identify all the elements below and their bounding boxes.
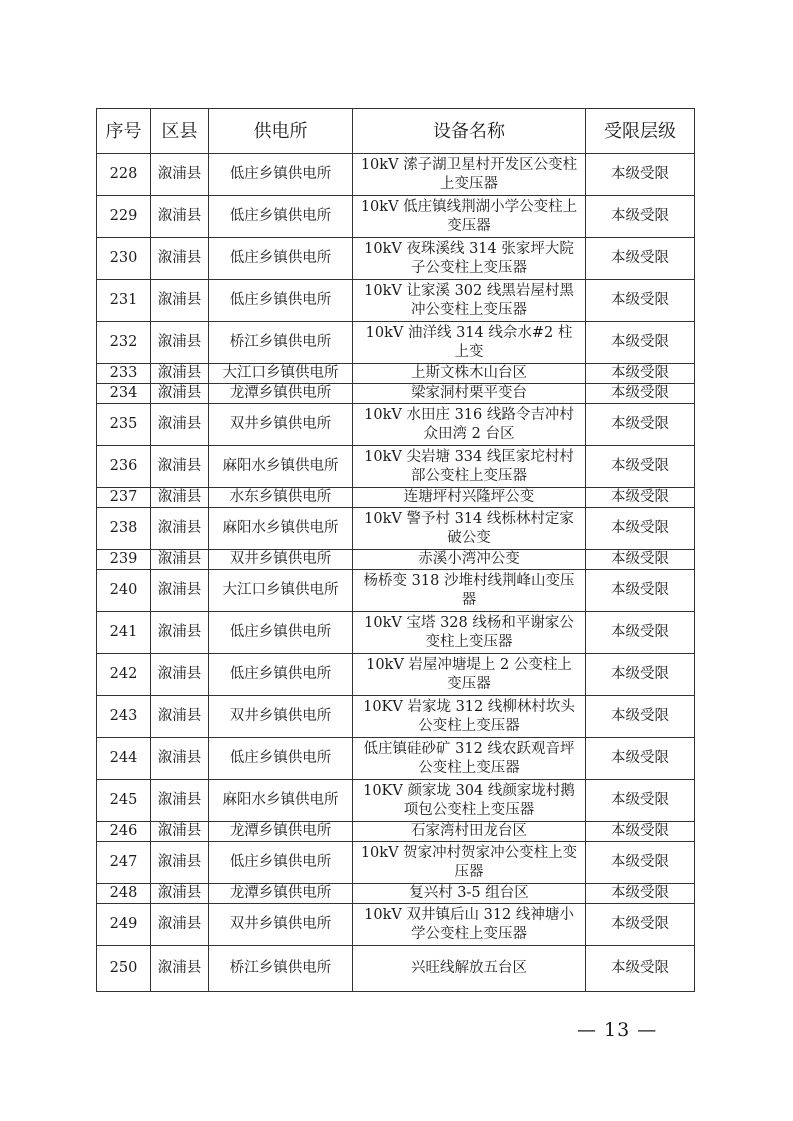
cell-no: 236 <box>97 446 151 488</box>
cell-station: 水东乡镇供电所 <box>209 488 353 508</box>
cell-county: 溆浦县 <box>151 884 209 904</box>
cell-station: 低庄乡镇供电所 <box>209 842 353 884</box>
cell-station: 低庄乡镇供电所 <box>209 654 353 696</box>
cell-restriction-level: 本级受限 <box>586 322 695 364</box>
cell-device-name: 10kV 夜珠溪线 314 张家坪大院子公变柱上变压器 <box>353 238 586 280</box>
header-county: 区县 <box>151 109 209 154</box>
cell-device-name: 10kV 尖岩塘 334 线匡家坨村村部公变柱上变压器 <box>353 446 586 488</box>
cell-device-name: 梁家洞村栗平变台 <box>353 384 586 404</box>
device-table-container <box>96 108 694 992</box>
cell-county: 溆浦县 <box>151 946 209 992</box>
cell-station: 麻阳水乡镇供电所 <box>209 508 353 550</box>
cell-station: 桥江乡镇供电所 <box>209 946 353 992</box>
cell-station: 低庄乡镇供电所 <box>209 612 353 654</box>
table-row <box>97 822 695 842</box>
cell-device-name: 连塘坪村兴隆坪公变 <box>353 488 586 508</box>
cell-county: 溆浦县 <box>151 822 209 842</box>
cell-no: 244 <box>97 738 151 780</box>
cell-device-name: 低庄镇硅砂矿 312 线农跃观音坪公变柱上变压器 <box>353 738 586 780</box>
cell-device-name: 10KV 颜家垅 304 线颜家垅村鹅项包公变柱上变压器 <box>353 780 586 822</box>
table-row <box>97 508 695 550</box>
cell-no: 245 <box>97 780 151 822</box>
cell-device-name: 10kV 让家溪 302 线黑岩屋村黑冲公变柱上变压器 <box>353 280 586 322</box>
cell-county: 溆浦县 <box>151 404 209 446</box>
cell-device-name: 10kV 贺家冲村贺家冲公变柱上变压器 <box>353 842 586 884</box>
cell-county: 溆浦县 <box>151 508 209 550</box>
cell-county: 溆浦县 <box>151 196 209 238</box>
cell-no: 239 <box>97 550 151 570</box>
cell-restriction-level: 本级受限 <box>586 238 695 280</box>
cell-no: 249 <box>97 904 151 946</box>
cell-station: 低庄乡镇供电所 <box>209 154 353 196</box>
header-device-name: 设备名称 <box>353 109 586 154</box>
cell-station: 双井乡镇供电所 <box>209 696 353 738</box>
cell-county: 溆浦县 <box>151 488 209 508</box>
cell-no: 238 <box>97 508 151 550</box>
cell-device-name: 石家湾村田龙台区 <box>353 822 586 842</box>
cell-restriction-level: 本级受限 <box>586 822 695 842</box>
cell-station: 麻阳水乡镇供电所 <box>209 780 353 822</box>
cell-no: 233 <box>97 364 151 384</box>
cell-no: 234 <box>97 384 151 404</box>
cell-no: 228 <box>97 154 151 196</box>
cell-device-name: 10kV 宝塔 328 线杨和平谢家公变柱上变压器 <box>353 612 586 654</box>
cell-station: 麻阳水乡镇供电所 <box>209 446 353 488</box>
table-row <box>97 446 695 488</box>
table-row <box>97 322 695 364</box>
cell-device-name: 杨桥变 318 沙堆村线荆峰山变压器 <box>353 570 586 612</box>
cell-station: 龙潭乡镇供电所 <box>209 822 353 842</box>
table-row <box>97 570 695 612</box>
cell-restriction-level: 本级受限 <box>586 654 695 696</box>
cell-device-name: 10KV 岩家垅 312 线柳林村坎头公变柱上变压器 <box>353 696 586 738</box>
cell-device-name: 10kV 水田庄 316 线路令吉冲村众田湾 2 台区 <box>353 404 586 446</box>
cell-restriction-level: 本级受限 <box>586 904 695 946</box>
cell-county: 溆浦县 <box>151 570 209 612</box>
cell-county: 溆浦县 <box>151 550 209 570</box>
cell-no: 243 <box>97 696 151 738</box>
cell-county: 溆浦县 <box>151 238 209 280</box>
cell-restriction-level: 本级受限 <box>586 842 695 884</box>
cell-no: 248 <box>97 884 151 904</box>
cell-restriction-level: 本级受限 <box>586 384 695 404</box>
cell-no: 246 <box>97 822 151 842</box>
cell-restriction-level: 本级受限 <box>586 196 695 238</box>
cell-county: 溆浦县 <box>151 154 209 196</box>
table-row <box>97 154 695 196</box>
table-row <box>97 364 695 384</box>
cell-no: 250 <box>97 946 151 992</box>
table-row <box>97 280 695 322</box>
table-body <box>97 154 695 992</box>
cell-county: 溆浦县 <box>151 364 209 384</box>
cell-restriction-level: 本级受限 <box>586 280 695 322</box>
table-row <box>97 738 695 780</box>
cell-county: 溆浦县 <box>151 738 209 780</box>
table-row <box>97 384 695 404</box>
table-row <box>97 550 695 570</box>
cell-restriction-level: 本级受限 <box>586 738 695 780</box>
table-row <box>97 196 695 238</box>
restricted-device-table <box>96 108 695 992</box>
cell-station: 低庄乡镇供电所 <box>209 238 353 280</box>
cell-station: 双井乡镇供电所 <box>209 550 353 570</box>
cell-device-name: 赤溪小湾冲公变 <box>353 550 586 570</box>
cell-device-name: 10kV 溹子湖卫星村开发区公变柱上变压器 <box>353 154 586 196</box>
cell-restriction-level: 本级受限 <box>586 550 695 570</box>
cell-device-name: 10kV 低庄镇线荆湖小学公变柱上变压器 <box>353 196 586 238</box>
cell-no: 232 <box>97 322 151 364</box>
cell-station: 低庄乡镇供电所 <box>209 196 353 238</box>
cell-station: 龙潭乡镇供电所 <box>209 884 353 904</box>
cell-restriction-level: 本级受限 <box>586 780 695 822</box>
cell-no: 247 <box>97 842 151 884</box>
table-row <box>97 904 695 946</box>
cell-no: 242 <box>97 654 151 696</box>
cell-no: 231 <box>97 280 151 322</box>
cell-restriction-level: 本级受限 <box>586 570 695 612</box>
cell-station: 双井乡镇供电所 <box>209 404 353 446</box>
cell-no: 237 <box>97 488 151 508</box>
cell-restriction-level: 本级受限 <box>586 404 695 446</box>
cell-station: 低庄乡镇供电所 <box>209 280 353 322</box>
table-row <box>97 404 695 446</box>
cell-county: 溆浦县 <box>151 780 209 822</box>
cell-county: 溆浦县 <box>151 696 209 738</box>
header-station: 供电所 <box>209 109 353 154</box>
cell-restriction-level: 本级受限 <box>586 508 695 550</box>
header-restriction-level: 受限层级 <box>586 109 695 154</box>
cell-device-name: 复兴村 3-5 组台区 <box>353 884 586 904</box>
cell-restriction-level: 本级受限 <box>586 612 695 654</box>
cell-county: 溆浦县 <box>151 904 209 946</box>
table-row <box>97 842 695 884</box>
cell-station: 桥江乡镇供电所 <box>209 322 353 364</box>
table-row <box>97 780 695 822</box>
table-row <box>97 696 695 738</box>
cell-county: 溆浦县 <box>151 612 209 654</box>
cell-station: 大江口乡镇供电所 <box>209 364 353 384</box>
cell-restriction-level: 本级受限 <box>586 364 695 384</box>
cell-station: 龙潭乡镇供电所 <box>209 384 353 404</box>
header-row <box>97 109 695 154</box>
cell-restriction-level: 本级受限 <box>586 696 695 738</box>
cell-no: 230 <box>97 238 151 280</box>
table-row <box>97 238 695 280</box>
cell-restriction-level: 本级受限 <box>586 946 695 992</box>
cell-device-name: 10kV 警予村 314 线栎林村定家破公变 <box>353 508 586 550</box>
header-no: 序号 <box>97 109 151 154</box>
cell-restriction-level: 本级受限 <box>586 446 695 488</box>
page-number: — 13 — <box>577 1019 658 1041</box>
cell-station: 大江口乡镇供电所 <box>209 570 353 612</box>
cell-county: 溆浦县 <box>151 322 209 364</box>
table-row <box>97 884 695 904</box>
cell-county: 溆浦县 <box>151 654 209 696</box>
cell-station: 低庄乡镇供电所 <box>209 738 353 780</box>
table-header <box>97 109 695 154</box>
cell-county: 溆浦县 <box>151 384 209 404</box>
cell-county: 溆浦县 <box>151 280 209 322</box>
cell-device-name: 兴旺线解放五台区 <box>353 946 586 992</box>
cell-county: 溆浦县 <box>151 446 209 488</box>
cell-restriction-level: 本级受限 <box>586 154 695 196</box>
cell-station: 双井乡镇供电所 <box>209 904 353 946</box>
table-row <box>97 946 695 992</box>
table-row <box>97 488 695 508</box>
cell-no: 241 <box>97 612 151 654</box>
table-row <box>97 654 695 696</box>
table-row <box>97 612 695 654</box>
cell-device-name: 10kV 双井镇后山 312 线神塘小学公变柱上变压器 <box>353 904 586 946</box>
cell-device-name: 10kV 油洋线 314 线佘水#2 柱上变 <box>353 322 586 364</box>
cell-device-name: 10kV 岩屋冲塘堤上 2 公变柱上变压器 <box>353 654 586 696</box>
cell-restriction-level: 本级受限 <box>586 488 695 508</box>
cell-device-name: 上斯文株木山台区 <box>353 364 586 384</box>
cell-no: 235 <box>97 404 151 446</box>
cell-restriction-level: 本级受限 <box>586 884 695 904</box>
cell-no: 240 <box>97 570 151 612</box>
cell-county: 溆浦县 <box>151 842 209 884</box>
cell-no: 229 <box>97 196 151 238</box>
